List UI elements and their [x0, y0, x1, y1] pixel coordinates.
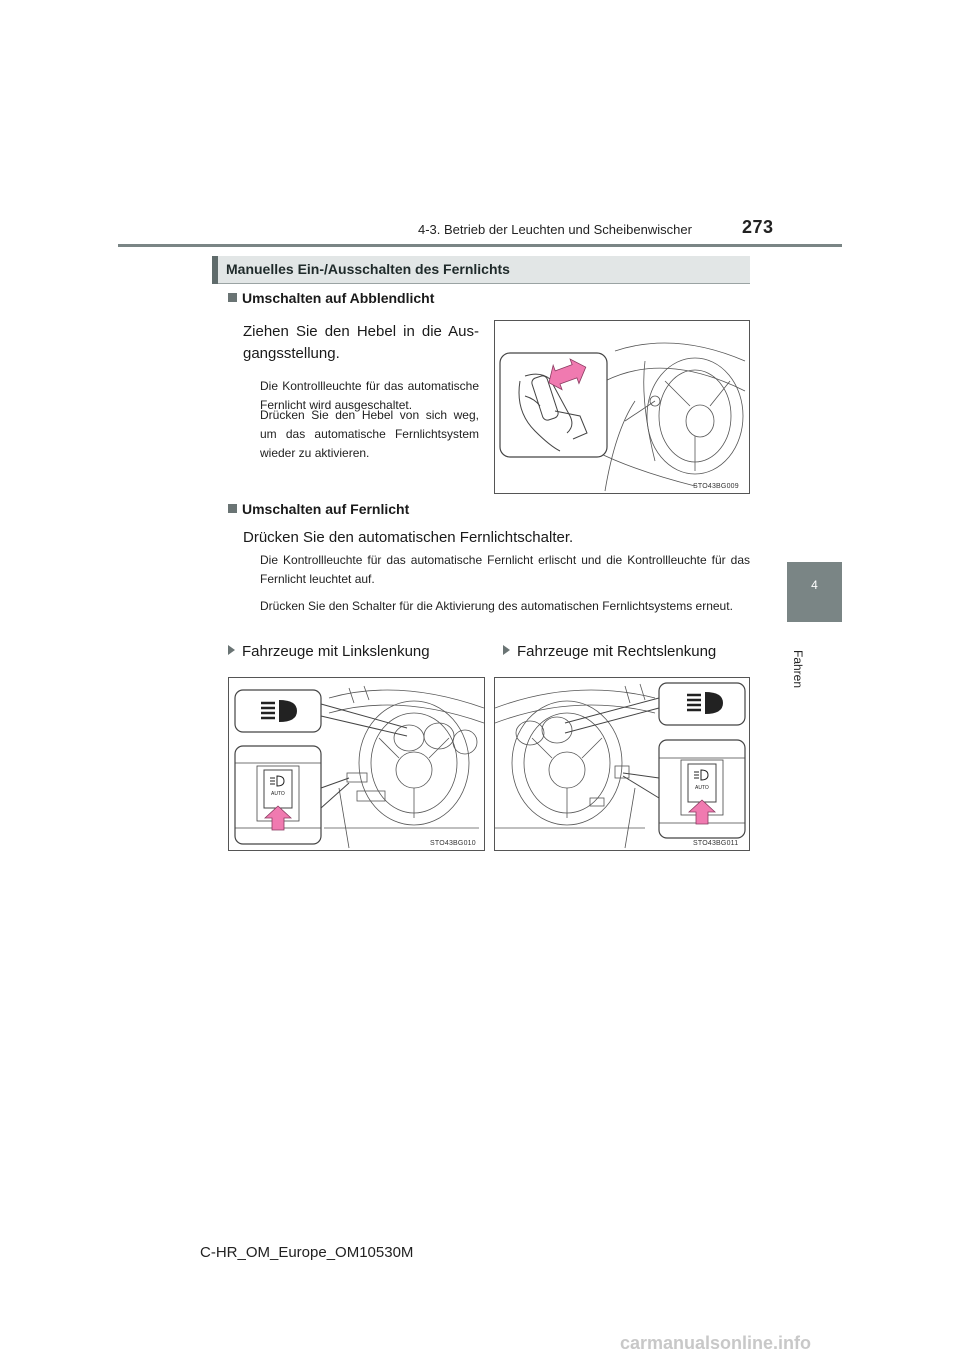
- triangle-bullet-icon: [503, 645, 510, 655]
- lever-drawing: [495, 321, 750, 494]
- document-id: C-HR_OM_Europe_OM10530M: [200, 1244, 414, 1261]
- high-beam-heading: [228, 501, 409, 517]
- chapter-tab-label: Fahren: [791, 650, 805, 689]
- high-beam-note-1: Die Kontrollleuchte für das automatische Fernlicht erlischt und die Kontrollleuchte für das Fernlicht leuchtet auf.: [260, 553, 750, 586]
- figure-code-2: STO43BG010: [430, 840, 476, 847]
- auto-switch-label: AUTO: [271, 791, 285, 797]
- section-title-bar: [212, 256, 218, 284]
- chapter-tab-number: 4: [811, 578, 818, 592]
- low-beam-instruction: Ziehen Sie den Hebel in die Ausgangsstellung.: [243, 323, 479, 362]
- high-beam-heading-text: Umschalten auf Fernlicht: [242, 501, 410, 517]
- section-title-text: Manuelles Ein-/Ausschalten des Fernlichts: [226, 261, 510, 277]
- chapter-tab: [787, 562, 842, 622]
- figure-code-3: STO43BG011: [693, 840, 739, 847]
- triangle-bullet-icon: [228, 645, 235, 655]
- lhd-dashboard-illustration: [228, 677, 485, 851]
- square-bullet-icon: [228, 293, 237, 302]
- lever-illustration: [494, 320, 750, 494]
- low-beam-heading: [228, 290, 434, 306]
- page-number: 273: [742, 217, 774, 237]
- chapter-header: 4-3. Betrieb der Leuchten und Scheibenwischer: [418, 222, 692, 237]
- high-beam-note-2: Drücken Sie den Schalter für die Aktivierung des automatischen Fernlichtsystems erneut.: [260, 599, 733, 613]
- rhd-dashboard-drawing: [495, 678, 750, 851]
- high-beam-instruction: Drücken Sie den automatischen Fernlichtschalter.: [243, 529, 574, 546]
- low-beam-heading-text: Umschalten auf Abblendlicht: [242, 290, 435, 306]
- low-beam-note-1: Die Kontrollleuchte für das automatische Fernlicht wird ausgeschaltet.: [260, 379, 479, 412]
- low-beam-note-2: Drücken Sie den Hebel von sich weg, um das automatische Fernlichtsystem wieder zu aktivieren.: [260, 408, 479, 460]
- figure-code-1: STO43BG009: [693, 483, 739, 490]
- section-title: [212, 256, 750, 284]
- auto-switch-label: AUTO: [695, 785, 709, 791]
- variant-rhd-label: [503, 643, 716, 660]
- square-bullet-icon: [228, 504, 237, 513]
- rhd-dashboard-illustration: [494, 677, 750, 851]
- variant-lhd-text: Fahrzeuge mit Linkslenkung: [242, 643, 430, 660]
- lhd-dashboard-drawing: [229, 678, 485, 851]
- header-divider: [118, 244, 842, 247]
- variant-lhd-label: [228, 643, 430, 660]
- watermark: carmanualsonline.info: [620, 1333, 812, 1353]
- variant-rhd-text: Fahrzeuge mit Rechtslenkung: [517, 643, 717, 660]
